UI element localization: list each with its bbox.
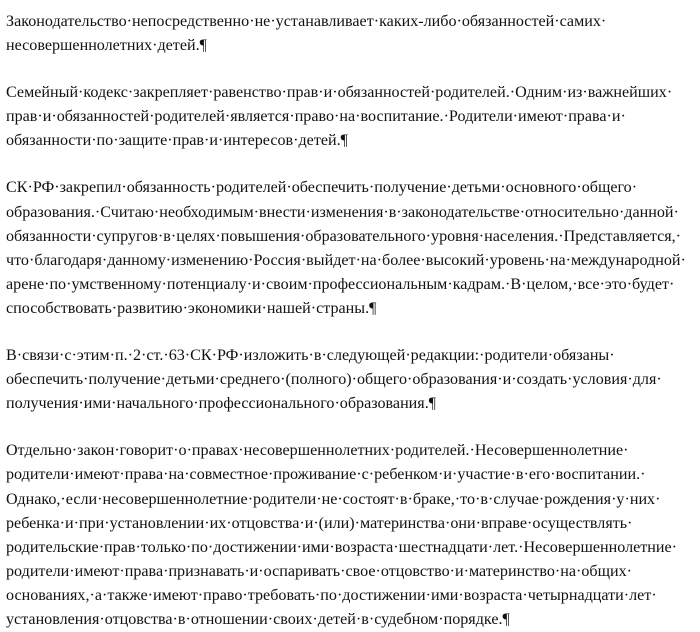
paragraph: Законодательство·​непосредственно·​не·​устанавливает·​каких-либо·​обязанностей·​самих·​несовершеннолетних·​детей.¶ [6, 13, 607, 55]
paragraph: СК·​РФ·​закрепил·​обязанность·​родителей·​обеспечить·​получение·​детьми·​основного·​общего·​образования.·​Считаю·​необходимым·​внести·​изменения·​в·​законодательстве·​относительно·​данной·​обязанности·​супругов·​в·​целях·​повышения·​образовательного·​уровня·​населения.·​Представляется,·​что·​благодаря·​данному·​изменению·​Россия·​выйдет·​на·​более·​высокий·​уровень·​на·​международной·​арене·​по·​умственному·​потенциалу·​и·​своим·​профессиональным·​кадрам.·​В·​целом,·​все·​это·​будет·​способствовать·​развитию·​экономики·​нашей·​страны.¶ [6, 179, 686, 317]
paragraph: В·​связи·​с·​этим·​п.·​2·​ст.·​63·​СК·​РФ·​изложить·​в·​следующей·​редакции:·​родители·​обязаны·​обеспечить·​получение·​детьми·​среднего·​(полного)·​общего·​образования·​и·​создать·​условия·​для·​получения·​ими·​начального·​профессионального·​образования.¶ [6, 347, 662, 413]
paragraph: Семейный·​кодекс·​закрепляет·​равенство·​прав·​и·​обязанностей·​родителей.·​Одним·​из·​важнейших·​прав·​и·​обязанностей·​родителей·​является·​право·​на·​воспитание.·​Родители·​имеют·​права·​и·​обязанности·​по·​защите·​прав·​и·​интересов·​детей.¶ [6, 84, 673, 150]
document-body [6, 10, 694, 632]
paragraph: Отдельно·​закон·​говорит·​о·​правах·​несовершеннолетних·​родителей.·​Несовершеннолетние·​родители·​имеют·​права·​на·​совместное·​проживание·​с·​ребенком·​и·​участие·​в·​его·​воспитании.·​Однако,·​если·​несовершеннолетние·​родители·​не·​состоят·​в·​браке,·​то·​в·​случае·​рождения·​у·​них·​ребенка·​и·​при·​установлении·​их·​отцовства·​и·​(или)·​материнства·​они·​вправе·​осуществлять·​родительские·​прав·​только·​по·​достижении·​ими·​возраста·​шестнадцати·​лет.·​Несовершеннолетние·​родители·​имеют·​права·​признавать·​и·​оспаривать·​свое·​отцовство·​и·​материнство·​на·​общих·​основаниях,·​а·​также·​имеют·​право·​требовать·​по·​достижении·​ими·​возраста·​четырнадцати·​лет·​установления·​отцовства·​в·​отношении·​своих·​детей·​в·​судебном·​порядке.¶ [6, 442, 678, 628]
